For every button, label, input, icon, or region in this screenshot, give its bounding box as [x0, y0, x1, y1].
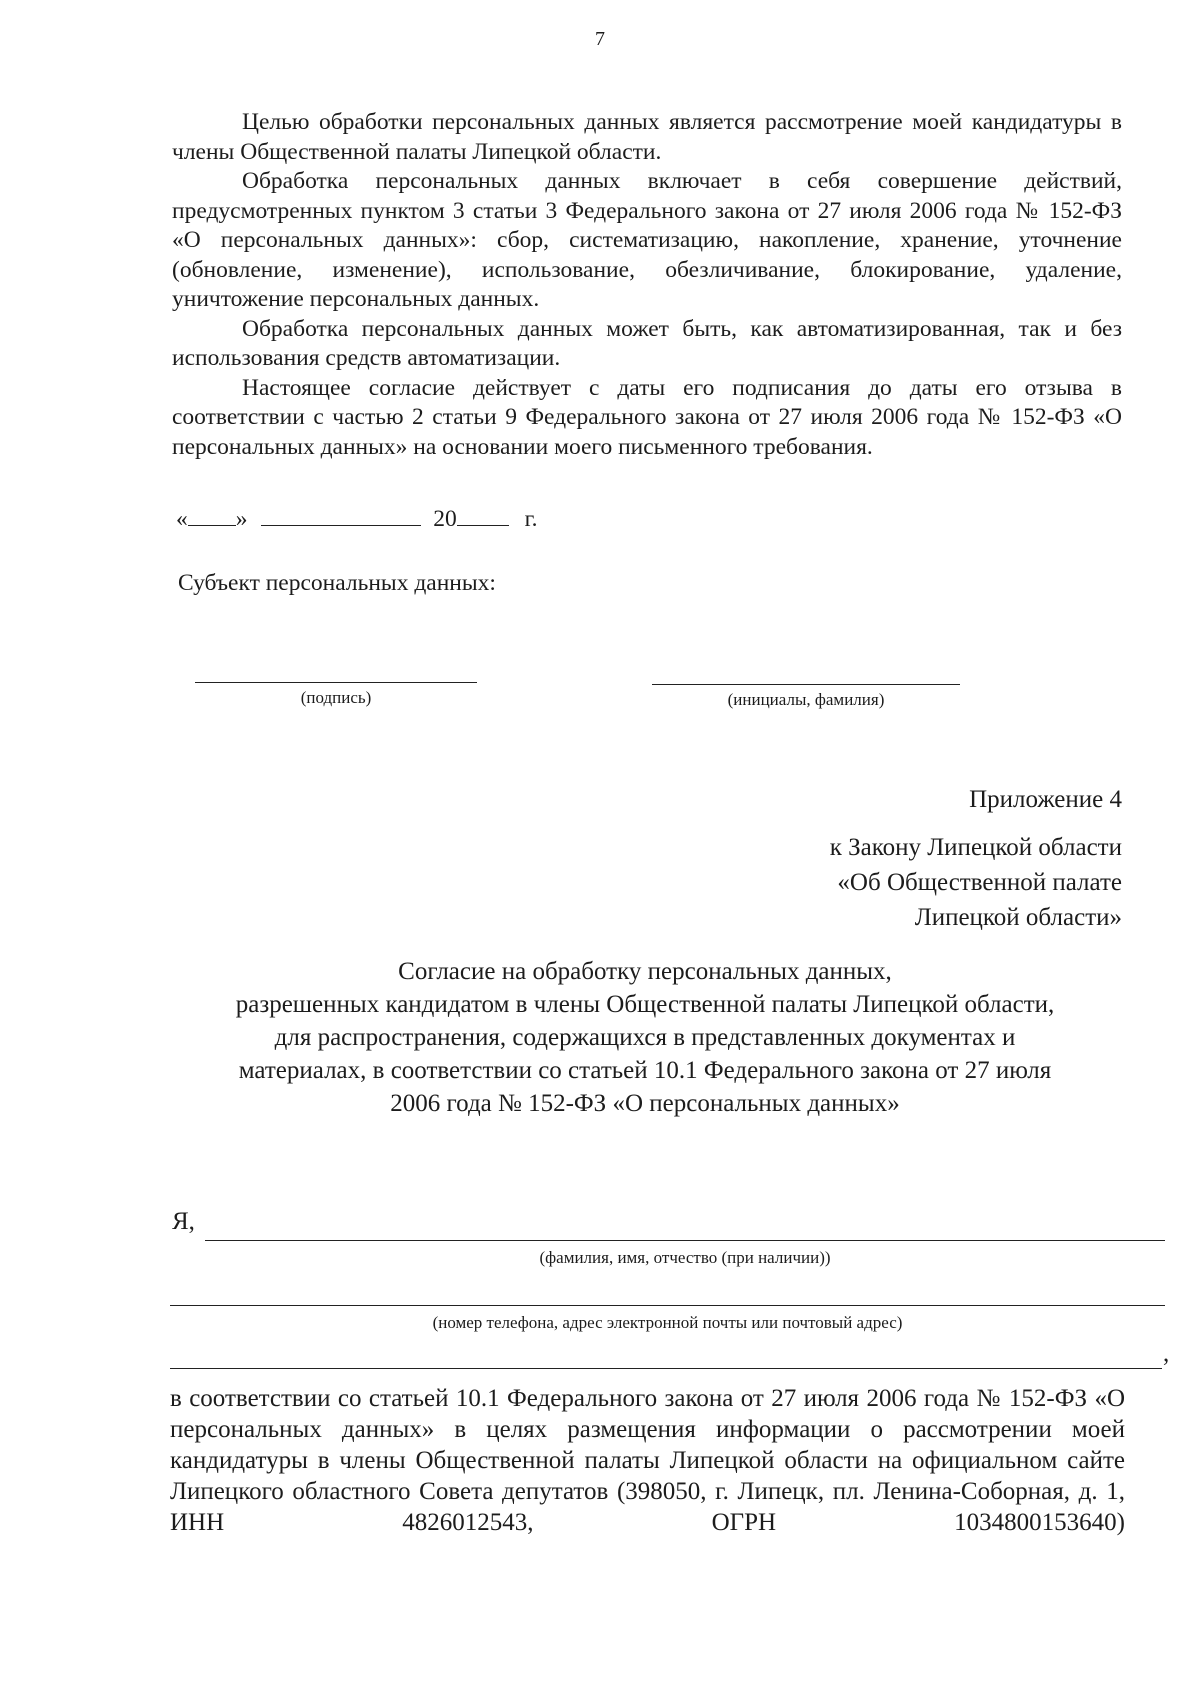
contact-field[interactable]	[170, 1305, 1165, 1306]
contact-caption: (номер телефона, адрес электронной почты или почтовый адрес)	[432, 1313, 903, 1332]
page-number: 7	[595, 28, 605, 50]
subject-label: Субъект персональных данных:	[178, 570, 496, 596]
signature-caption: (подпись)	[300, 688, 372, 707]
consent-body	[172, 108, 1122, 462]
ya-label: Я,	[172, 1208, 195, 1235]
consent-title	[165, 955, 1125, 1120]
name-caption: (инициалы, фамилия)	[727, 690, 885, 709]
name-line[interactable]	[652, 684, 960, 685]
final-paragraph	[170, 1383, 1125, 1538]
title-line-1: Согласие на обработку персональных данных,	[398, 958, 892, 985]
year-field[interactable]	[457, 505, 509, 526]
full-name-caption: (фамилия, имя, отчество (при наличии))	[539, 1248, 831, 1267]
final-paragraph-text: в соответствии со статьей 10.1 Федерального закона от 27 июля 2006 года № 152-ФЗ «О персональных данных» в целях размещения информации о рассмотрении моей кандидатуры в члены Общественной палаты Липецкой области на официальном сайте Липецкого областного Совета депутатов (398050, г. Липецк, пл. Ленина-Соборная, д. 1, ИНН 4826012543, ОГРН 1034800153640)	[170, 1385, 1125, 1536]
signature-line[interactable]	[195, 682, 477, 683]
title-line-2: разрешенных кандидатом в члены Общественной палаты Липецкой области,	[235, 991, 1055, 1018]
annex-line-3: Липецкой области»	[914, 904, 1122, 931]
year-prefix: 20	[433, 506, 457, 532]
date-close-quote: »	[235, 506, 248, 532]
purpose-paragraph: Целью обработки персональных данных является рассмотрение моей кандидатуры в члены Общественной палаты Липецкой области.	[172, 109, 1122, 165]
annex-reference	[830, 830, 1122, 935]
annex-number: Приложение 4	[969, 786, 1122, 813]
title-line-3: для распространения, содержащихся в представленных документах и	[274, 1024, 1016, 1051]
extra-field-comma: ,	[1163, 1340, 1170, 1367]
validity-paragraph: Настоящее согласие действует с даты его подписания до даты его отзыва в соответствии с частью 2 статьи 9 Федерального закона от 27 июля 2006 года № 152-ФЗ «О персональных данных» на основании моего письменного требования.	[172, 374, 1122, 460]
date-open-quote: «	[176, 506, 188, 532]
annex-line-1: к Закону Липецкой области	[829, 834, 1122, 861]
title-line-4: материалах, в соответствии со статьей 10.1 Федерального закона от 27 июля	[238, 1057, 1052, 1084]
full-name-field[interactable]	[205, 1240, 1165, 1241]
day-field[interactable]	[188, 505, 236, 526]
year-suffix: г.	[524, 506, 538, 532]
date-line	[176, 505, 538, 533]
title-line-5: 2006 года № 152-ФЗ «О персональных данных»	[390, 1090, 900, 1117]
processing-mode-paragraph: Обработка персональных данных может быть, как автоматизированная, так и без использования средств автоматизации.	[172, 315, 1122, 371]
processing-actions-paragraph: Обработка персональных данных включает в себя совершение действий, предусмотренных пунктом 3 статьи 3 Федерального закона от 27 июля 2006 года № 152-ФЗ «О персональных данных»: сбор, систематизацию, накопление, хранение, уточнение (обновление, изменение), использование, обезличивание, блокирование, удаление, уничтожение персональных данных.	[172, 168, 1122, 312]
extra-field[interactable]	[170, 1368, 1162, 1369]
month-field[interactable]	[261, 505, 421, 526]
annex-line-2: «Об Общественной палате	[837, 869, 1122, 896]
